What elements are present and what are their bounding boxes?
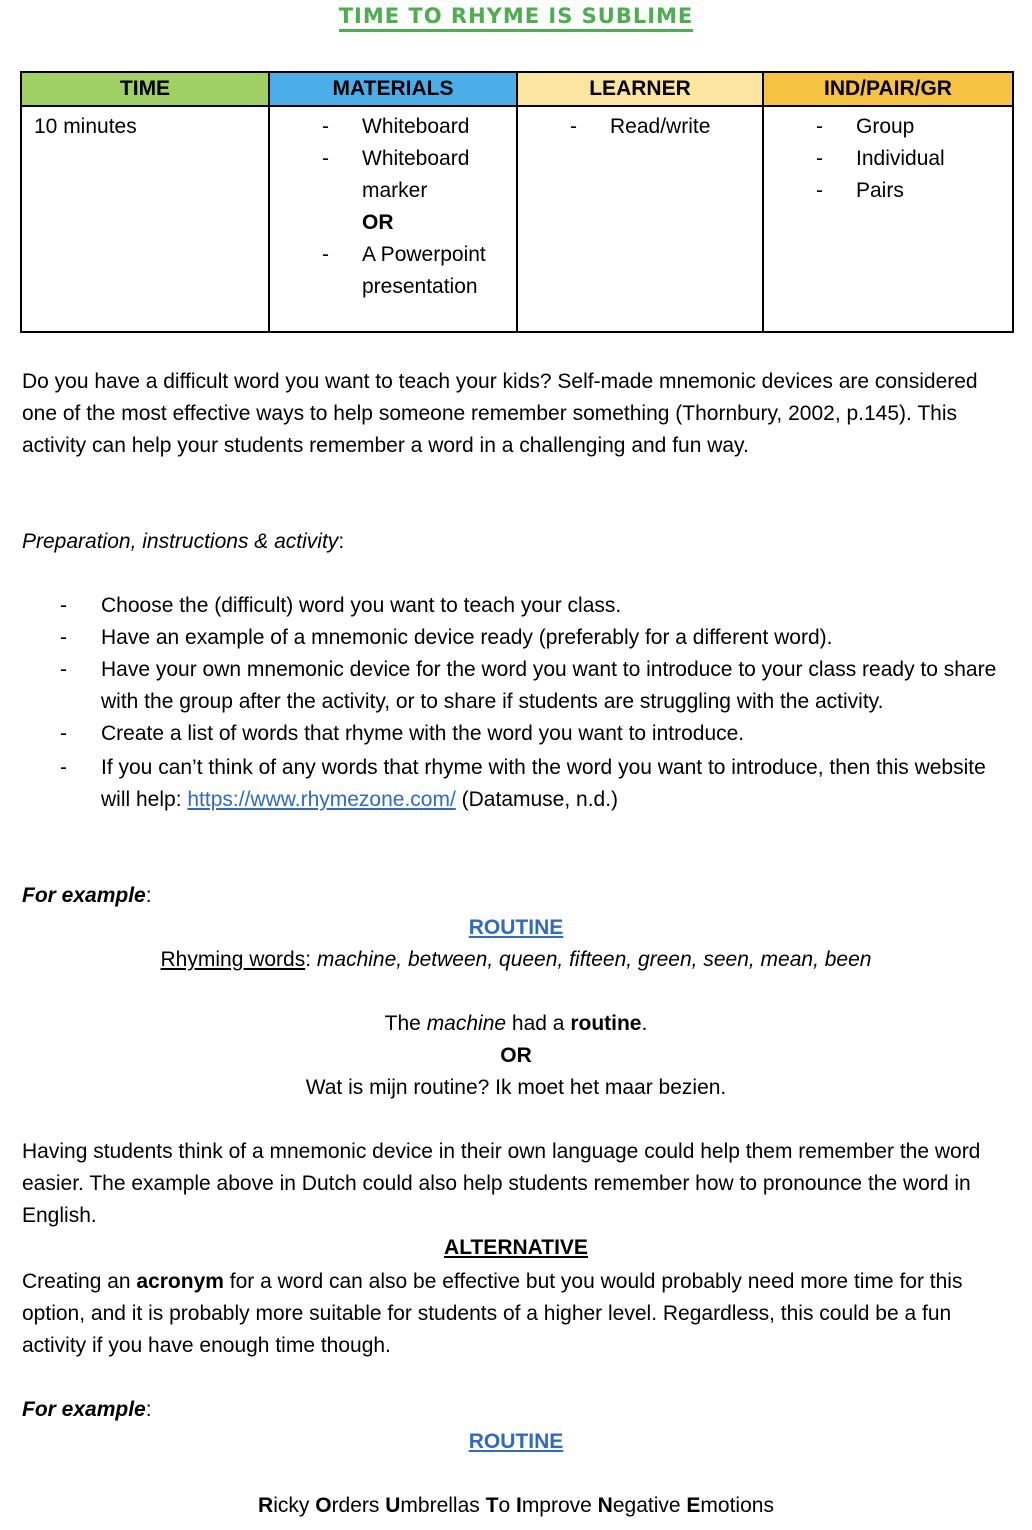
list-item: - If you can’t think of any words that rhyme with the word you want to introduce, then this website will help: https://www.rhymezone.com/ (Datamuse, n.d.) <box>60 756 986 811</box>
rhymezone-link[interactable]: https://www.rhymezone.com/ <box>187 788 456 811</box>
materials-list <box>270 111 516 303</box>
prep-heading: Preparation, instructions & activity: <box>22 530 345 553</box>
header-learner: LEARNER <box>517 72 763 106</box>
header-time: TIME <box>21 72 269 106</box>
list-item: - Individual <box>816 147 945 170</box>
example-label: For example: <box>22 884 152 907</box>
list-item: - Pairs <box>816 179 904 202</box>
own-language-paragraph: Having students think of a mnemonic device in their own language could help them remember the word easier. The example above in Dutch could also help students remember how to pronounce the word in English. <box>22 1140 981 1227</box>
list-item-or: OR <box>362 211 394 234</box>
example-word: ROUTINE <box>468 916 564 939</box>
learner-list <box>518 111 762 143</box>
example-sentence: The machine had a routine. <box>384 1012 648 1035</box>
intro-paragraph: Do you have a difficult word you want to teach your kids? Self-made mnemonic devices are considered one of the most effective ways to help someone remember something (Thornbury, 2002, p.145). This activity can help your students remember a word in a challenging and fun way. <box>22 370 978 457</box>
dutch-sentence: Wat is mijn routine? Ik moet het maar bezien. <box>305 1076 727 1099</box>
list-item: - Create a list of words that rhyme with the word you want to introduce. <box>60 722 745 745</box>
list-item: - Group <box>816 115 915 138</box>
cell-time: 10 minutes <box>21 106 269 332</box>
alternative-heading: ALTERNATIVE <box>444 1236 588 1259</box>
list-item: - Read/write <box>570 115 711 138</box>
or-separator: OR <box>500 1044 532 1067</box>
list-item: - Have your own mnemonic device for the word you want to introduce to your class ready to share with the group after the activity, or to share if students are struggling with the activity. <box>60 658 997 713</box>
list-item: - A Powerpoint presentation <box>322 243 486 298</box>
example-word-2: ROUTINE <box>468 1430 564 1453</box>
cell-materials <box>269 106 517 332</box>
grouping-list <box>764 111 1012 207</box>
lesson-info-table <box>20 71 1014 333</box>
steps-list <box>22 590 1014 816</box>
rhyming-words: Rhyming words: machine, between, queen, fifteen, green, seen, mean, been <box>160 948 872 971</box>
header-materials: MATERIALS <box>269 72 517 106</box>
header-grouping: IND/PAIR/GR <box>763 72 1013 106</box>
example-label-2: For example: <box>22 1398 152 1421</box>
list-item: - Have an example of a mnemonic device ready (preferably for a different word). <box>60 626 833 649</box>
list-item: - Whiteboard <box>322 115 470 138</box>
acronym-sentence: Ricky Orders Umbrellas To Improve Negative Emotions <box>258 1494 774 1517</box>
page-title: TIME TO RHYME IS SUBLIME <box>0 4 1032 28</box>
list-item: - Whiteboard marker <box>322 147 470 202</box>
list-item: - Choose the (difficult) word you want to teach your class. <box>60 594 622 617</box>
cell-grouping <box>763 106 1013 332</box>
cell-learner <box>517 106 763 332</box>
alternative-paragraph: Creating an acronym for a word can also be effective but you would probably need more time for this option, and it is probably more suitable for students of a higher level. Regardless, this could be a fun activity if you have enough time though. <box>22 1270 963 1357</box>
